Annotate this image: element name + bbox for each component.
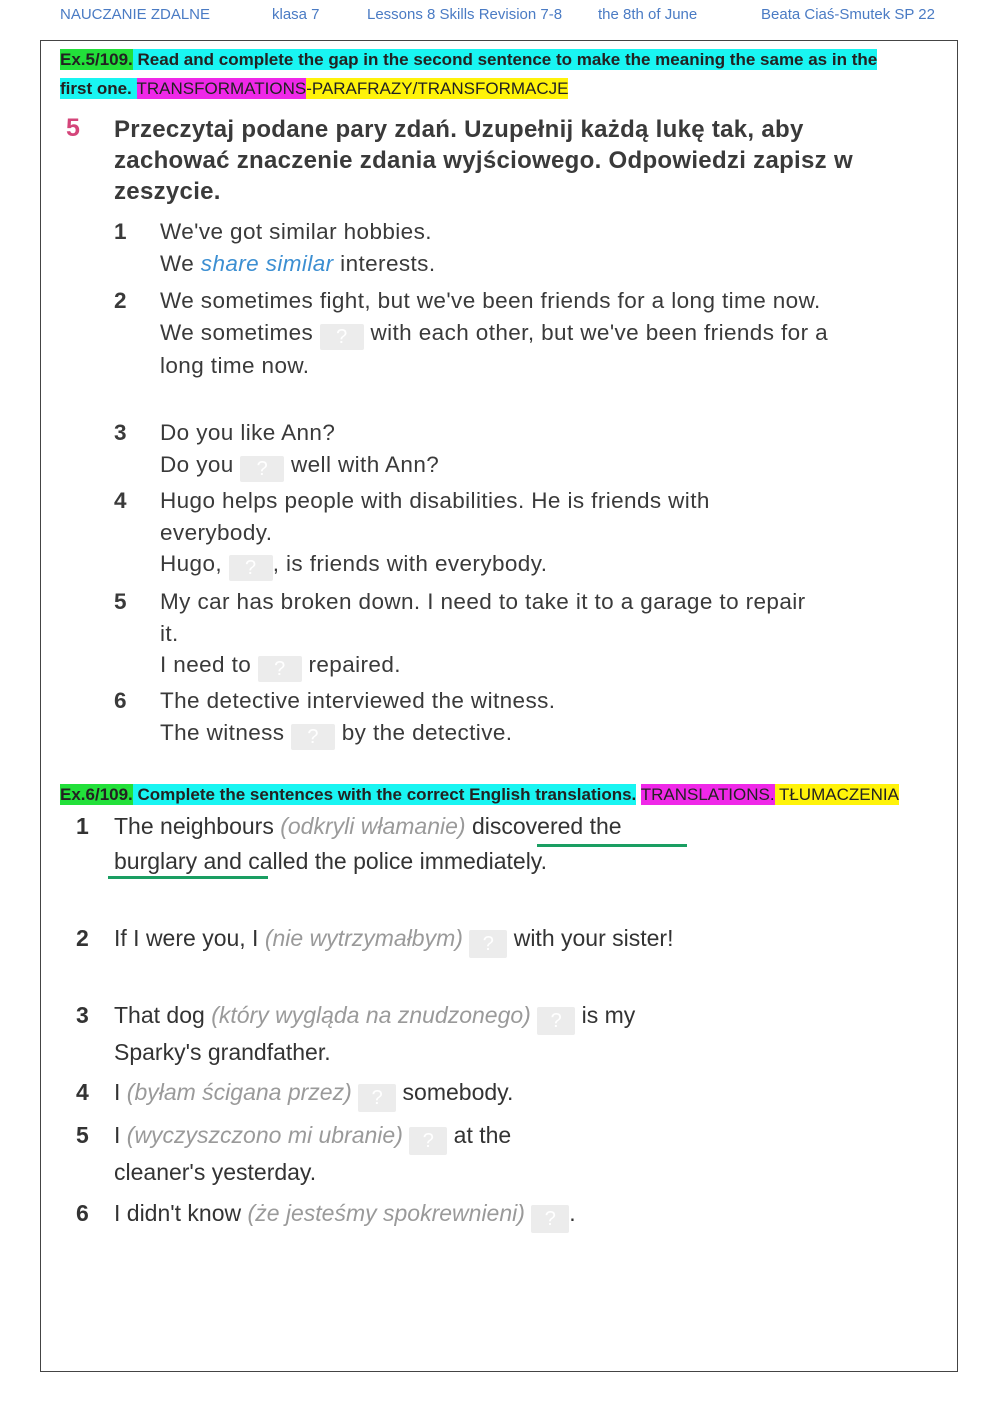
ex6-item-num: 5 bbox=[76, 1122, 89, 1148]
polish-hint: (odkryli włamanie) bbox=[280, 813, 466, 839]
ex5-item-part: , is friends with everybody. bbox=[272, 551, 548, 576]
ex5-item-part: The witness bbox=[160, 719, 292, 745]
ex5-item-part: repaired. bbox=[301, 652, 401, 677]
ex6-item-part: I bbox=[114, 1122, 127, 1148]
header-date: the 8th of June bbox=[598, 6, 698, 23]
answer-gap-input[interactable]: ? bbox=[258, 656, 302, 682]
ex6-item-part: That dog bbox=[114, 1002, 212, 1028]
header-class: klasa 7 bbox=[272, 6, 320, 23]
ex6-item-part: with your sister! bbox=[507, 925, 674, 951]
ex5-item-part: with each other, but we've been friends for a long time now. bbox=[160, 319, 829, 378]
ex5-item-4 bbox=[114, 485, 874, 581]
polish-hint: (nie wytrzymałbym) bbox=[264, 925, 463, 951]
ex5-ref: Ex.5/109. bbox=[60, 50, 133, 69]
ex6-item-part: somebody. bbox=[396, 1079, 514, 1105]
ex6-item-6 bbox=[76, 1196, 716, 1233]
ex5-item-sentence: We've got similar hobbies. bbox=[160, 219, 432, 244]
ex6-item-5 bbox=[76, 1118, 716, 1190]
ex6-item-num: 2 bbox=[76, 925, 89, 951]
ex5-item-sentence: Hugo helps people with disabilities. He is friends with everybody. bbox=[160, 488, 710, 545]
ex6-item-part: The neighbours bbox=[114, 813, 281, 839]
header-remote-learning: NAUCZANIE ZDALNE bbox=[60, 6, 211, 23]
answer-gap-input[interactable]: ? bbox=[531, 1205, 569, 1233]
ex5-intro: Przeczytaj podane pary zdań. Uzupełnij każdą lukę tak, aby zachować znaczenie zdania wyjściowego. Odpowiedzi zapisz w zeszycie. bbox=[114, 116, 853, 205]
ex5-item-num: 3 bbox=[114, 420, 127, 445]
ex5-item-sentence: We sometimes fight, but we've been friends for a long time now. bbox=[160, 288, 821, 313]
ex6-item-2 bbox=[76, 921, 716, 958]
ex6-item-num: 4 bbox=[76, 1079, 89, 1105]
ex5-item-sentence: My car has broken down. I need to take it to a garage to repair it. bbox=[160, 589, 806, 646]
ex6-item-part: I didn't know bbox=[114, 1200, 248, 1226]
ex6-tag-translations: TRANSLATIONS. bbox=[640, 785, 775, 804]
ex6-item-4 bbox=[76, 1075, 716, 1112]
ex5-tag-transformations: TRANSFORMATIONS bbox=[136, 79, 307, 98]
ex6-example-answer: discovered the burglary bbox=[114, 813, 622, 874]
ex5-item-num: 4 bbox=[114, 488, 127, 513]
answer-gap-input[interactable]: ? bbox=[229, 555, 273, 581]
ex5-item-part: Hugo, bbox=[160, 551, 229, 576]
ex6-item-part: at the cleaner's yesterday. bbox=[114, 1122, 512, 1185]
ex6-item-part: I bbox=[114, 1079, 127, 1105]
answer-underline bbox=[108, 876, 268, 879]
ex5-item-part: We sometimes bbox=[160, 319, 320, 345]
ex5-instruction-text-a: Read and complete the gap in the second sentence to make the meaning the same as in the bbox=[132, 50, 878, 69]
ex6-item-part: is my Sparky's grandfather. bbox=[114, 1002, 636, 1065]
answer-underline bbox=[537, 844, 687, 847]
ex6-item-num: 6 bbox=[76, 1200, 89, 1226]
ex5-item-5 bbox=[114, 586, 874, 682]
ex5-item-sentence: Do you like Ann? bbox=[160, 420, 336, 445]
ex5-item-part: We bbox=[160, 250, 201, 276]
polish-hint: (który wygląda na znudzonego) bbox=[211, 1002, 531, 1028]
answer-gap-input[interactable]: ? bbox=[240, 456, 284, 482]
ex6-item-num: 1 bbox=[76, 813, 89, 839]
ex5-item-1 bbox=[114, 216, 874, 279]
ex5-item-part: well with Ann? bbox=[284, 451, 440, 477]
answer-gap-input[interactable]: ? bbox=[469, 930, 507, 958]
ex5-item-num: 1 bbox=[114, 219, 127, 244]
answer-gap-input[interactable]: ? bbox=[537, 1007, 575, 1035]
polish-hint: (wyczyszczono mi ubranie) bbox=[126, 1122, 403, 1148]
header-lessons: Lessons 8 Skills Revision 7-8 bbox=[367, 6, 563, 23]
answer-gap-input[interactable]: ? bbox=[291, 724, 335, 750]
ex5-tag-parafrazy: -PARAFRAZY/TRANSFORMACJE bbox=[306, 79, 569, 98]
ex6-item-num: 3 bbox=[76, 1002, 89, 1028]
ex5-item-num: 2 bbox=[114, 288, 127, 313]
ex6-tag-tlumaczenia: TŁUMACZENIA bbox=[774, 785, 899, 804]
header-author: Beata Ciaś-Smutek SP 22 bbox=[761, 6, 935, 23]
answer-gap-input[interactable]: ? bbox=[409, 1127, 447, 1155]
ex5-item-part: Do you bbox=[160, 451, 241, 477]
page-header bbox=[0, 6, 1000, 26]
ex6-item-part: . bbox=[569, 1200, 576, 1226]
ex5-item-part: I need to bbox=[160, 652, 258, 677]
ex6-instruction-text: Complete the sentences with the correct English translations. bbox=[132, 785, 637, 804]
answer-gap-input[interactable]: ? bbox=[358, 1084, 396, 1112]
ex5-instruction bbox=[60, 45, 940, 103]
ex5-example-answer: share similar bbox=[200, 250, 334, 276]
ex5-item-part: interests. bbox=[333, 250, 436, 276]
ex6-item-3 bbox=[76, 998, 716, 1070]
ex5-item-sentence: The detective interviewed the witness. bbox=[160, 688, 556, 713]
ex5-item-part: by the detective. bbox=[335, 719, 513, 745]
ex5-item-6 bbox=[114, 685, 874, 750]
ex6-instruction bbox=[60, 780, 940, 809]
ex5-item-2 bbox=[114, 285, 874, 381]
polish-hint: (byłam ścigana przez) bbox=[126, 1079, 352, 1105]
ex5-number: 5 bbox=[66, 114, 80, 142]
ex6-item-part: and called the police immediately. bbox=[197, 848, 547, 874]
ex6-item-part: If I were you, I bbox=[114, 925, 265, 951]
ex5-item-3 bbox=[114, 417, 874, 482]
ex5-instruction-text-b: first one. bbox=[60, 79, 137, 98]
ex5-item-num: 5 bbox=[114, 589, 127, 614]
polish-hint: (że jesteśmy spokrewnieni) bbox=[247, 1200, 525, 1226]
ex6-ref: Ex.6/109. bbox=[60, 785, 133, 804]
answer-gap-input[interactable]: ? bbox=[320, 324, 364, 350]
ex5-item-num: 6 bbox=[114, 688, 127, 713]
